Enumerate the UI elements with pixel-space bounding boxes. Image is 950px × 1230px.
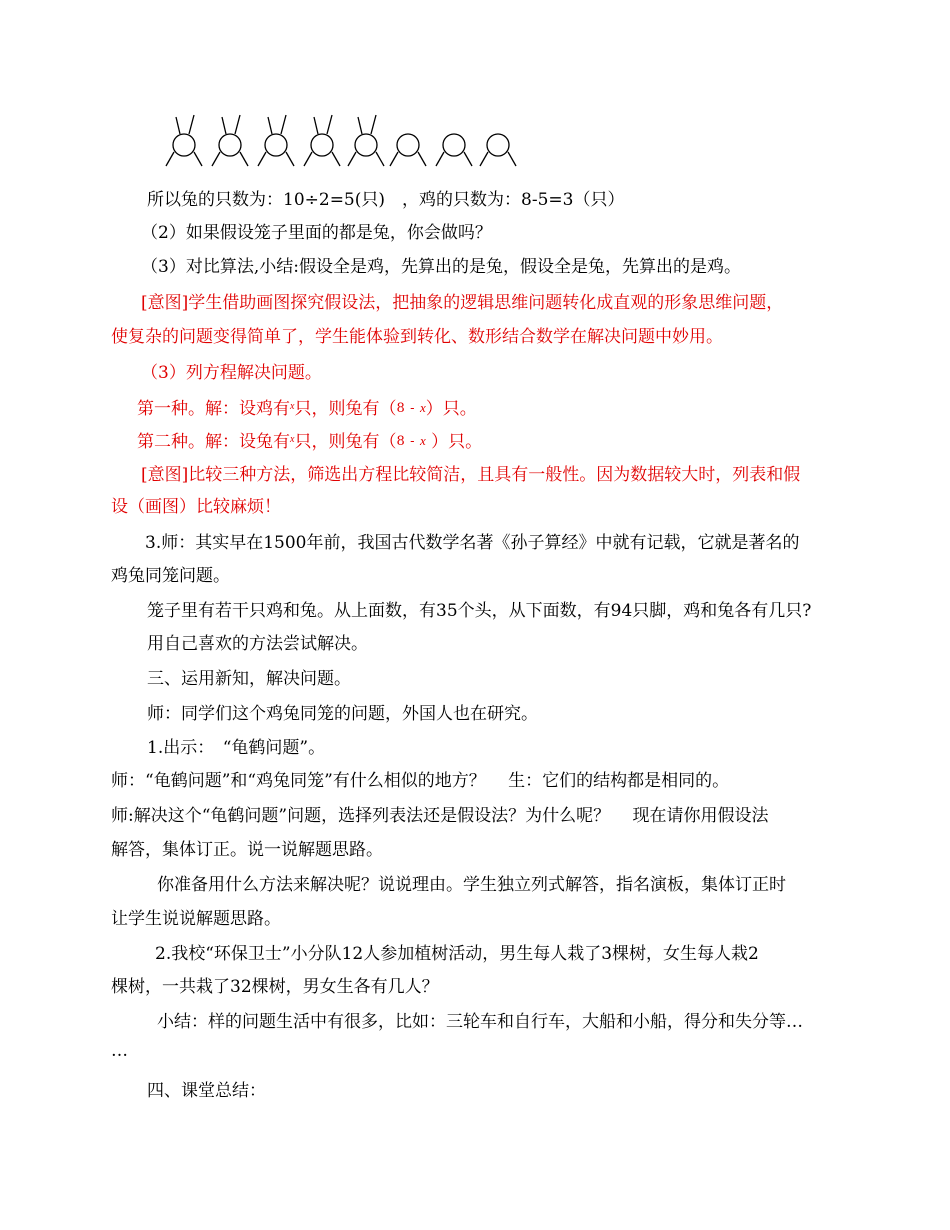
chicken-icon bbox=[390, 134, 426, 166]
summary-examples: 小结：样的问题生活中有很多，比如：三轮车和自行车，大船和小船，得分和失分等… bbox=[157, 1012, 803, 1032]
expr-eight: 8 bbox=[396, 401, 405, 416]
rabbit-icon bbox=[212, 115, 248, 166]
student-practice-cont: 让学生说说解题思路。 bbox=[111, 909, 281, 929]
rabbit-chicken-drawing bbox=[160, 112, 520, 174]
rabbit-icon bbox=[166, 115, 202, 166]
expr-minus: - bbox=[410, 401, 415, 416]
dialogue-method-cont: 解答，集体订正。说一说解题思路。 bbox=[111, 840, 383, 860]
method-1-text-a: 第一种。解：设鸡有 bbox=[137, 399, 290, 419]
intent-note-2-cont: 设（画图）比较麻烦！ bbox=[111, 497, 281, 517]
show-problem: 1.出示： “龟鹤问题”。 bbox=[147, 738, 326, 758]
summary-compare: （3）对比算法,小结:假设全是鸡，先算出的是兔，假设全是兔，先算出的是鸡。 bbox=[141, 257, 741, 277]
rabbit-icon bbox=[348, 115, 384, 166]
intent-note-1-cont: 使复杂的问题变得简单了，学生能体验到转化、数形结合数学在解决问题中妙用。 bbox=[111, 327, 723, 347]
expr-eight: 8 bbox=[396, 434, 405, 449]
method-2-text-c: ）只。 bbox=[431, 432, 483, 452]
chicken-icon bbox=[480, 134, 516, 166]
history-paragraph: 3.师：其实早在1500年前，我国古代数学名著《孙子算经》中就有记载，它就是著名的 bbox=[145, 533, 800, 553]
variable-x: x bbox=[290, 434, 295, 445]
question-assume-rabbit: （2）如果假设笼子里面的都是兔，你会做吗？ bbox=[141, 223, 492, 243]
chicken-icon bbox=[436, 134, 472, 166]
student-practice: 你准备用什么方法来解决呢？说说理由。学生独立列式解答，指名演板，集体订正时 bbox=[157, 875, 786, 895]
rabbit-icon bbox=[258, 115, 294, 166]
variable-x: x bbox=[290, 401, 295, 412]
problem-statement: 笼子里有若干只鸡和兔。从上面数，有35个头，从下面数，有94只脚，鸡和兔各有几只? bbox=[147, 601, 812, 621]
equation-method-2 bbox=[137, 429, 482, 453]
method-1-text-b: 只，则兔有（ bbox=[294, 399, 397, 419]
equation-heading: （3）列方程解决问题。 bbox=[141, 363, 322, 383]
tree-planting-problem-cont: 棵树，一共栽了32棵树，男女生各有几人？ bbox=[111, 977, 439, 997]
dialogue-method: 师:解决这个“龟鹤问题”问题，选择列表法还是假设法？为什么呢？ 现在请你用假设法 bbox=[111, 806, 769, 826]
expr-minus: - bbox=[410, 434, 415, 449]
section-four-heading: 四、课堂总结： bbox=[147, 1081, 266, 1101]
expr-x: x bbox=[419, 433, 426, 448]
rabbit-chicken-count: 所以兔的只数为：10÷2=5(只) ，鸡的只数为：8-5=3（只） bbox=[147, 190, 625, 210]
intent-note-2: [意图]比较三种方法，筛选出方程比较简洁，且具有一般性。因为数据较大时，列表和假 bbox=[141, 465, 801, 485]
problem-instruction: 用自己喜欢的方法尝试解决。 bbox=[147, 634, 368, 654]
method-2-text-a: 第二种。解：设兔有 bbox=[137, 432, 290, 452]
summary-examples-cont: … bbox=[111, 1041, 128, 1061]
tree-planting-problem: 2.我校“环保卫士”小分队12人参加植树活动，男生每人栽了3棵树，女生每人栽2 bbox=[155, 944, 759, 964]
intent-note-1: [意图]学生借助画图探究假设法，把抽象的逻辑思维问题转化成直观的形象思维问题， bbox=[141, 293, 784, 313]
expr-x: x bbox=[419, 400, 426, 415]
dialogue-similarity: 师：“龟鹤问题”和“鸡兔同笼”有什么相似的地方？ 生：它们的结构都是相同的。 bbox=[111, 771, 730, 791]
equation-method-1 bbox=[137, 396, 477, 420]
teacher-remark: 师：同学们这个鸡兔同笼的问题，外国人也在研究。 bbox=[147, 704, 538, 724]
method-1-text-c: ）只。 bbox=[425, 399, 477, 419]
method-2-text-b: 只，则兔有（ bbox=[294, 432, 397, 452]
section-three-heading: 三、运用新知，解决问题。 bbox=[147, 669, 351, 689]
history-paragraph-cont: 鸡兔同笼问题。 bbox=[111, 566, 230, 586]
rabbit-icon bbox=[304, 115, 340, 166]
